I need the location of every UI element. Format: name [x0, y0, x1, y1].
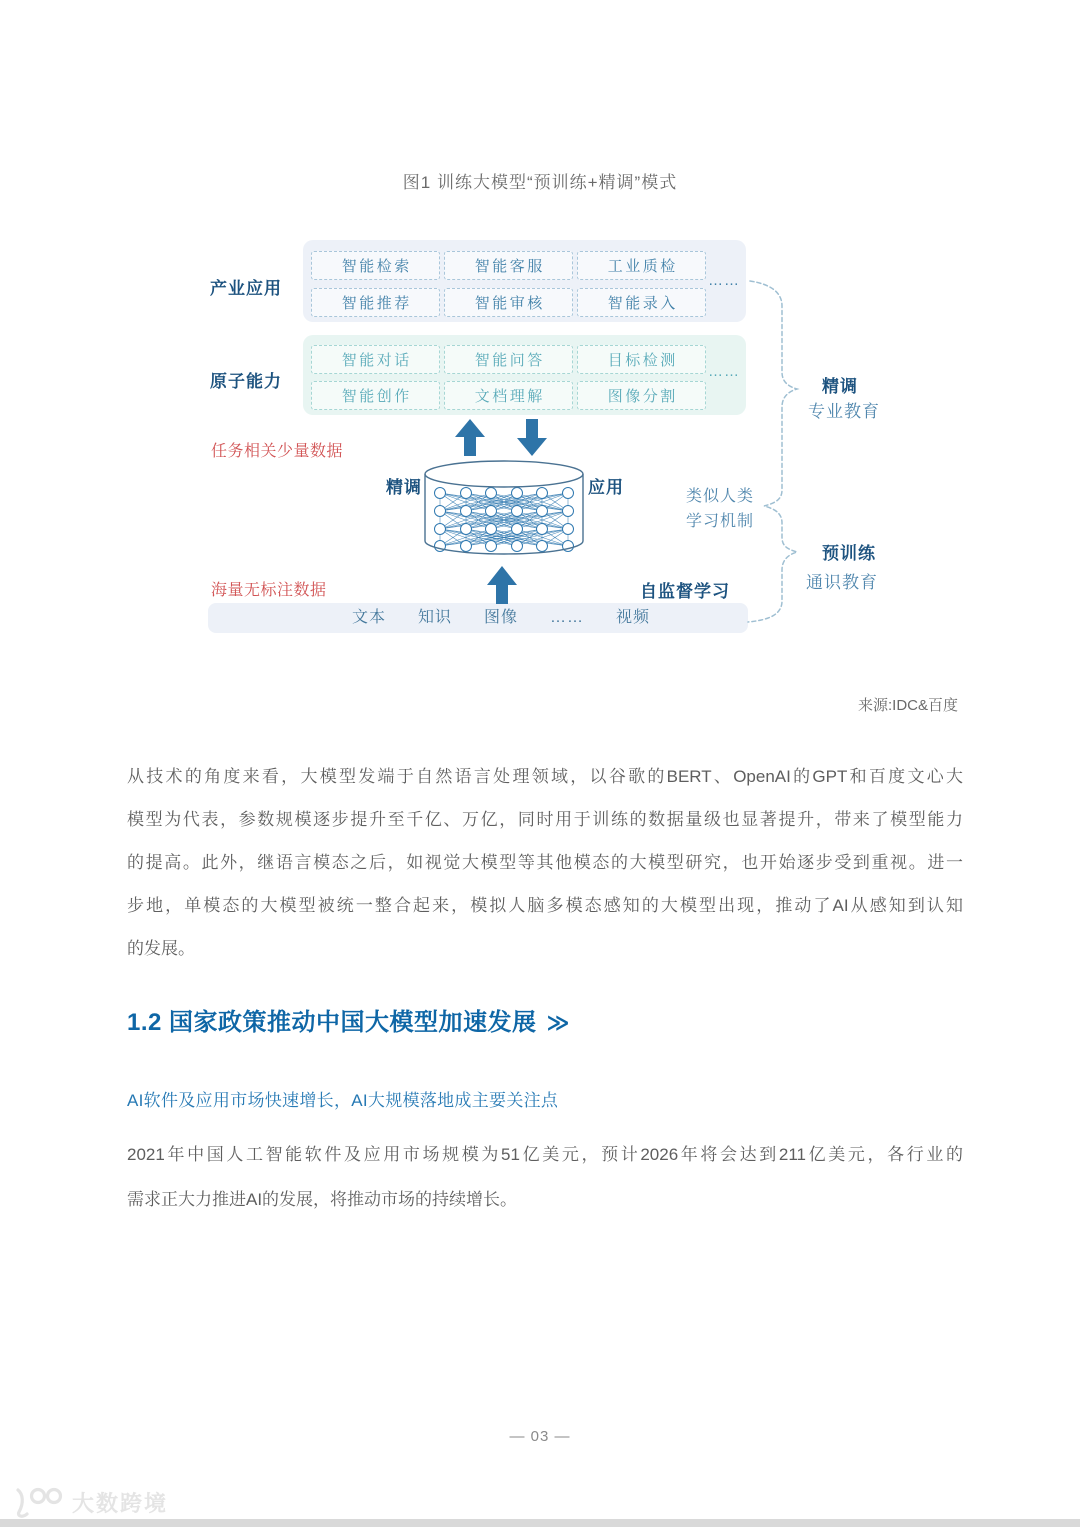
data-item: 视频: [615, 609, 650, 626]
apply-label: 应用: [588, 478, 624, 497]
industry-ellipsis: ……: [708, 272, 740, 289]
model-cylinder: [425, 461, 583, 554]
app-box: 智能录入: [577, 288, 706, 317]
app-box: 智能推荐: [311, 288, 440, 317]
self-supervised-label: 自监督学习: [640, 582, 730, 601]
watermark: [10, 1484, 168, 1520]
paragraph-line: 从技术的角度来看，大模型发端于自然语言处理领域，以谷歌的BERT、OpenAI的GPT和百度文心大: [127, 767, 963, 786]
task-data-label: 任务相关少量数据: [211, 443, 344, 460]
watermark-text: 大数跨境: [72, 1490, 169, 1516]
pretrain-side-title: 预训练: [822, 544, 876, 563]
paragraph-line: 的发展。: [127, 939, 195, 958]
finetune-label: 精调: [386, 478, 422, 497]
data-item: 知识: [418, 609, 453, 626]
capability-box: 文档理解: [444, 381, 573, 410]
paragraph-line: 需求正大力推进AI的发展，将推动市场的持续增长。: [127, 1190, 518, 1209]
app-box: 智能客服: [444, 251, 573, 280]
body-paragraph-1: [127, 755, 963, 970]
down-arrow-icon: [517, 419, 547, 456]
figure-title: 图1 训练大模型“预训练+精调”模式: [402, 173, 678, 192]
page-number: — 03 —: [509, 1428, 571, 1445]
app-box: 智能检索: [311, 251, 440, 280]
bottom-page-edge: [0, 1519, 1080, 1527]
finetune-side-title: 精调: [822, 377, 858, 396]
atomic-ellipsis: ……: [708, 363, 740, 380]
chevrons-icon: ≫: [546, 1010, 571, 1035]
app-box: 工业质检: [577, 251, 706, 280]
human-like-line2: 学习机制: [686, 513, 755, 530]
up-arrow-icon: [455, 419, 485, 456]
pretrain-side-sub: 通识教育: [806, 573, 878, 592]
paragraph-line: 的提高。此外，继语言模态之后，如视觉大模型等其他模态的大模型研究，也开始逐步受到重视。进一: [127, 853, 963, 872]
human-like-line1: 类似人类: [686, 488, 755, 505]
paragraph-line: 模型为代表，参数规模逐步提升至千亿、万亿，同时用于训练的数据量级也显著提升，带来了模型能力: [127, 810, 963, 829]
atomic-capabilities-label: 原子能力: [210, 372, 282, 391]
capability-box: 智能创作: [311, 381, 440, 410]
data-item: 图像: [484, 609, 519, 626]
section-heading-text: 1.2 国家政策推动中国大模型加速发展: [127, 1009, 537, 1036]
data-sources-row: [352, 603, 650, 633]
data-item: ……: [550, 609, 584, 626]
bottom-up-arrow-icon: [487, 566, 517, 604]
figure-source: 来源:IDC&百度: [857, 697, 958, 714]
app-box: 智能审核: [444, 288, 573, 317]
neural-network: [435, 488, 574, 552]
finetune-side-sub: 专业教育: [808, 402, 880, 421]
section-subheading: AI软件及应用市场快速增长，AI大规模落地成主要关注点: [127, 1091, 559, 1110]
paragraph-line: 步地，单模态的大模型被统一整合起来，模拟人脑多模态感知的大模型出现，推动了AI从感知到认知: [127, 896, 963, 915]
industry-apps-label: 产业应用: [210, 279, 282, 298]
side-bracket: [748, 281, 797, 622]
body-paragraph-2: [127, 1132, 963, 1222]
capability-box: 智能对话: [311, 345, 440, 374]
capability-box: 图像分割: [577, 381, 706, 410]
capability-box: 目标检测: [577, 345, 706, 374]
capability-box: 智能问答: [444, 345, 573, 374]
data-item: 文本: [352, 609, 387, 626]
mass-data-label: 海量无标注数据: [211, 582, 327, 599]
section-heading: [127, 1002, 570, 1037]
paragraph-line: 2021年中国人工智能软件及应用市场规模为51亿美元，预计2026年将会达到211亿美元，各行业的: [127, 1145, 963, 1164]
watermark-logo-icon: [10, 1484, 66, 1520]
